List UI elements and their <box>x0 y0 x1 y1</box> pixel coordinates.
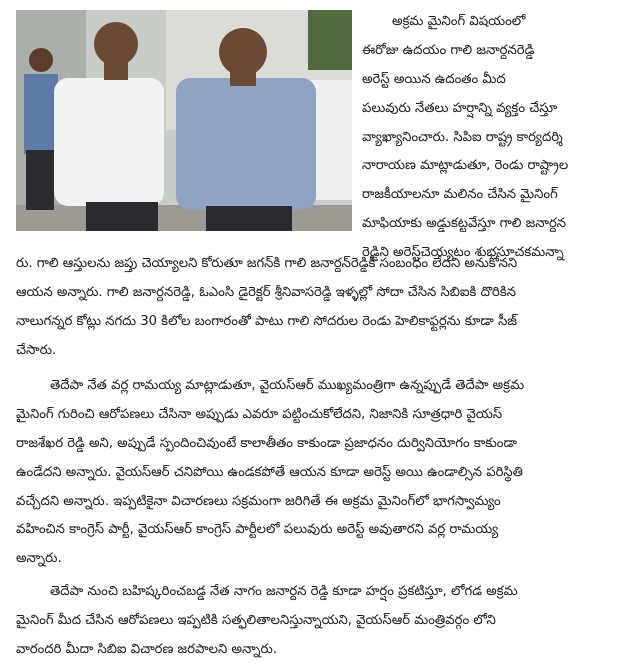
text-line: చేసారు. <box>16 342 57 358</box>
paragraph-3 <box>16 578 624 665</box>
text-line: అన్నారు. <box>16 551 62 567</box>
text-line: రెడ్డిని అరెస్ట్‌చెయ్యటం శుభసూచకమన్నా <box>362 245 564 261</box>
text-line: ఈరోజు ఉదయం గాలి జనార్దనరెడ్డి <box>362 42 535 58</box>
text-line: రాజకీయాలనూ మలినం చేసిన మైనింగ్ <box>362 187 558 203</box>
text-line: ఆయన అన్నారు. గాలి జనార్దనరెడ్డి, ఓఎంసి డైరెక్టర్ శ్రీనివాసరెడ్డి ఇళ్ళల్లో సోదా చేసిన సిబిఐకి దొరికిన <box>16 284 517 300</box>
paragraph-2 <box>16 372 624 574</box>
text-line: వహించిన కాంగ్రెస్ పార్టీ, వైయస్ఆర్ కాంగ్రెస్ పార్టీలలో పలువురు అరెస్ట్ అవుతారని వర్ల రామయ్య <box>16 522 499 538</box>
text-line: వచ్చేదని అన్నారు. ఇప్పటికైనా విచారణలు సక్రమంగా జరిగితే ఈ అక్రమ మైనింగ్‌లో భాగస్వామ్యం <box>16 493 501 509</box>
text-line: వ్యాఖ్యానించారు. సిపిఐ రాష్ట్ర కార్యదర్శి <box>362 129 563 145</box>
text-line: తెదేపా నుంచి బహిష్కరించబడ్డ నేత నాగం జనార్దన రెడ్డి కూడా హర్షం ప్రకటిస్తూ, లోగడ అక్రమ <box>50 584 518 599</box>
text-line: తెదేపా నేత వర్ల రామయ్య మాట్లాడుతూ, వైయస్ఆర్ ముఖ్యమంత్రిగా ఉన్నప్పుడే తెదేపా అక్రమ <box>50 378 525 393</box>
text-line: అక్రమ మైనింగ్ విషయంలో <box>392 14 526 29</box>
text-line: మైనింగ్ మీద చేసిన ఆరోపణలు ఇప్పటికి సత్ఫలితాలనిస్తున్నాయని, వైయస్ఆర్ మంత్రివర్గం లోని <box>16 612 496 628</box>
article-photo <box>16 10 352 231</box>
text-line: నారాయణ మాట్లాడుతూ, రెండు రాష్ట్రాల <box>362 158 569 174</box>
paragraph-1 <box>16 250 624 366</box>
text-line: రు. గాలి ఆస్తులను జప్తు చెయ్యాలని కోరుతూ జగన్‌కి గాలి జనార్దన్‌రెడ్డికీ సంబంధం లేదని అనుకోనని <box>16 256 518 271</box>
text-line: ఉండేదని అన్నారు. వైయస్ఆర్ చనిపోయి ఉండకపోతే ఆయన కూడా అరెస్ట్ అయి ఉండాల్సిన పరిస్థితి <box>16 464 523 480</box>
text-line: వారందరి మీదా సిబిఐ విచారణ జరపాలని అన్నారు. <box>16 641 278 657</box>
text-line: మాఫియాకు అడ్డుకట్టవేస్తూ గాలి జనార్దన <box>362 216 567 232</box>
text-line: రాజశేఖర రెడ్డి అని, అప్పుడే స్పందించివుంటే కాలాతీతం కాకుండా ప్రజాధనం దుర్వినియోగం కాకుండా <box>16 435 517 451</box>
photo-illustration <box>16 10 352 231</box>
text-line: పలువురు నేతలు హర్షాన్ని వ్యక్తం చేస్తూ <box>362 100 558 116</box>
text-line: నాలుగన్నర కోట్లు నగదు 30 కిలోల బంగారంతో పాటు గాలి సోదరుల రెండు హెలికాఫ్టర్లను కూడా సీజ్ <box>16 313 517 329</box>
text-line: మైనింగ్ గురించి ఆరోపణలు చేసినా అప్పుడు ఎవరూ పట్టించుకోలేదని, నిజానికి సూత్రధారి వైయస్ <box>16 406 503 422</box>
text-line: అరెస్ట్ అయిన ఉదంతం మీద <box>362 71 506 87</box>
article-text-right-column <box>362 8 624 268</box>
